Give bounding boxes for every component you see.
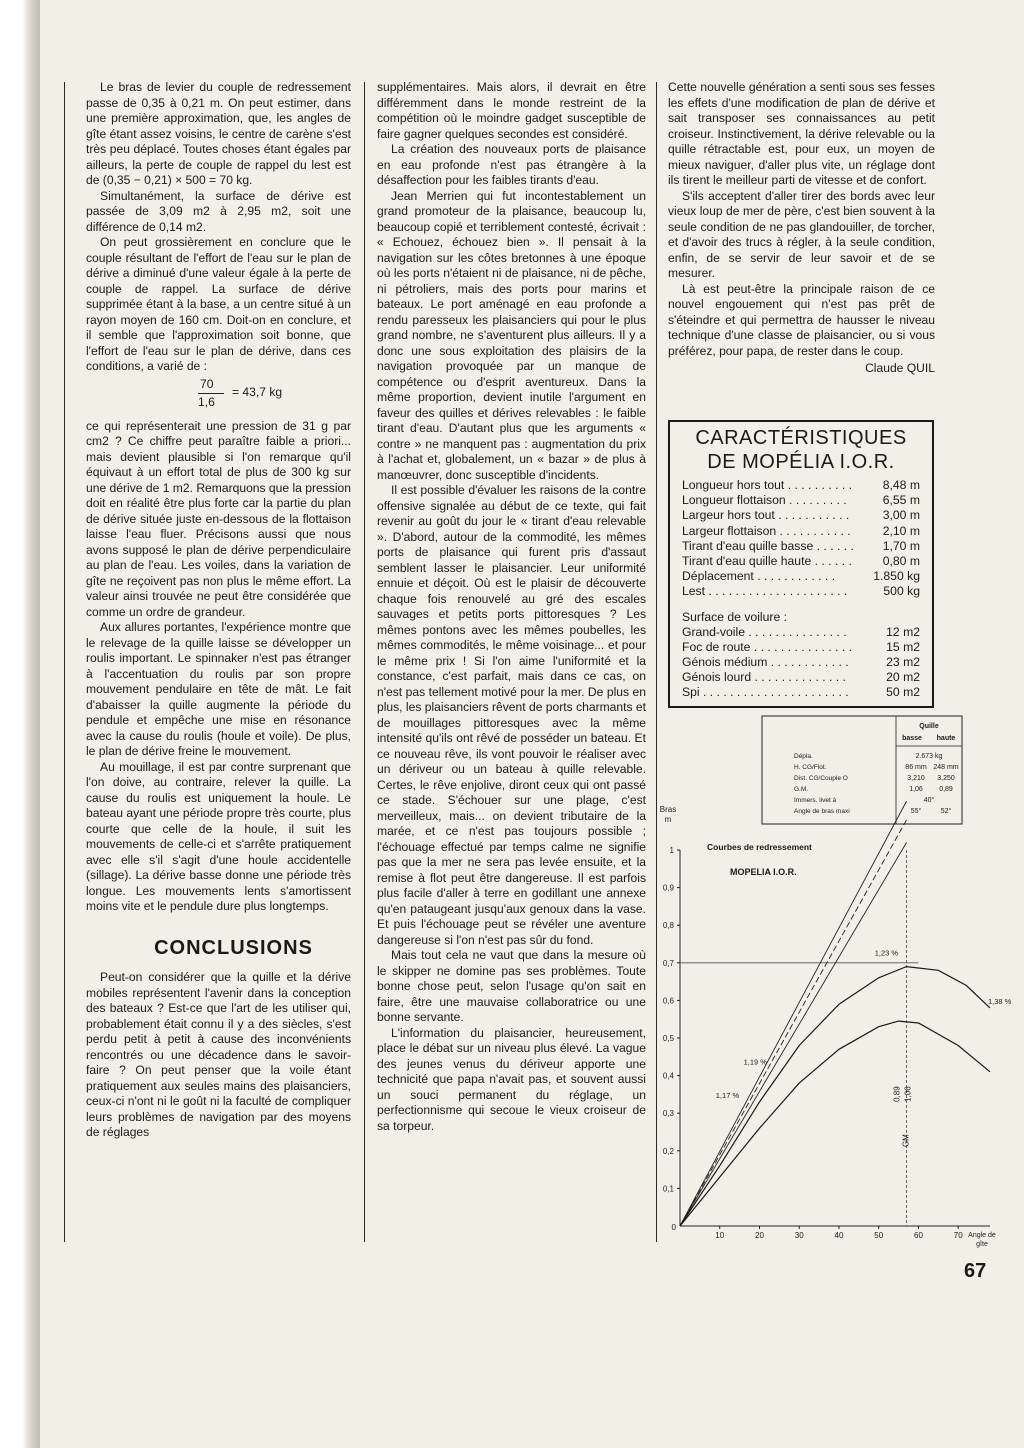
legend-table-col: basse	[902, 735, 922, 742]
x-tick-label: 10	[715, 1231, 725, 1240]
legend-table-label: Immers. livet à	[794, 797, 837, 804]
legend-table-label: H. CG/Flot.	[794, 764, 827, 771]
legend-table-label: Angle de bras maxi	[794, 808, 850, 815]
spec-row	[682, 539, 920, 554]
paragraph: Là est peut-être la principale raison de ce nouvel engouement qui n'est pas prêt de s'éteindre et qui permettra de hausser le niveau technique d'une classe de plaisancier, ou si vous préférez, pour papa, de rester dans le coup.	[668, 281, 935, 358]
formula-numerator: 70	[200, 376, 214, 391]
spec-row	[682, 640, 920, 655]
paragraph: S'ils acceptent d'aller tirer des bords avec leur vieux loup de mer de père, c'est bien souvent à la seule condition de ne pas glandouiller, de torcher, et d'avoir des trucs à régler, à la seule condition, enfin, de se servir de leur savoir et de se mesurer.	[668, 188, 935, 280]
page-number: 67	[964, 1260, 987, 1282]
specifications-table	[682, 478, 920, 600]
spec-row	[682, 569, 920, 584]
x-tick-label: 70	[953, 1231, 963, 1240]
spec-value: 2,10 m	[882, 523, 920, 538]
y-tick-label: 0	[671, 1223, 676, 1232]
legend-table-value: 2.673 kg	[915, 753, 943, 760]
spec-value: 15 m2	[886, 639, 920, 654]
legend-table-col: haute	[936, 735, 956, 742]
legend-table-value: 40°	[923, 797, 935, 804]
spec-value: 6,55 m	[882, 493, 920, 508]
column-rule-left	[64, 82, 65, 1242]
spec-row	[682, 584, 920, 599]
paragraph: L'information du plaisancier, heureusement, place le débat sur un niveau plus élevé. La vague des jeunes venus du dériveur apporte une technicité que papa n'avait pas, et souvent aussi un souci permanent du réglage, un perfectionnisme qui secoue le vieux croiseur de sa torpeur.	[377, 1025, 646, 1133]
x-tick-label: 20	[755, 1231, 764, 1240]
spec-value: 3,00 m	[882, 508, 920, 523]
formula-result: = 43,7 kg	[232, 384, 283, 399]
spec-value: 1,70 m	[882, 538, 920, 553]
chart-subtitle: MOPELIA I.O.R.	[730, 867, 797, 877]
spec-label: Longueur flottaison . . . . . . . . .	[682, 493, 847, 508]
x-tick-label: 40	[834, 1231, 844, 1240]
spec-value: 8,48 m	[882, 478, 920, 492]
y-tick-label: 0,1	[662, 1184, 674, 1194]
spec-label: Génois médium . . . . . . . . . . . .	[682, 655, 849, 670]
legend-table-value: 0,89	[939, 786, 953, 793]
specifications-title-line-1: CARACTÉRISTIQUES	[695, 427, 907, 449]
spec-value: 50 m2	[886, 685, 920, 700]
spec-row	[682, 670, 920, 685]
annotation-label: 1,38 %	[988, 997, 1012, 1007]
gm-label: GM	[901, 1134, 911, 1148]
x-tick-label: 50	[874, 1231, 884, 1240]
x-tick-label: 30	[794, 1231, 804, 1240]
column-rule-2	[656, 82, 657, 1242]
formula-denominator: 1,6	[198, 393, 224, 411]
y-tick-label: 0,3	[662, 1109, 674, 1119]
paragraph: Le bras de levier du couple de redressement passe de 0,35 à 0,21 m. On peut estimer, dans une première approximation, que, les angles de gîte étant assez voisins, le centre de carène s'est très peu déplacé. Toutes choses étant égales par ailleurs, la perte de couple de rappel du lest est de (0,35 − 0,21) × 500 = 70 kg.	[86, 80, 351, 187]
paragraph: ce qui représenterait une pression de 31 g par cm2 ? Ce chiffre peut paraître faible a priori... mais devient plausible si l'on remarque qu'il équivaut à un effort total de plus de 300 kg sur une dérive de 1 m2. Remarquons que la pression doit en réalité être plus forte car la partie du plan de dérive située juste en-dessous de la flottaison laisse l'eau fluer. Précisons aussi que nous avons supposé le plan de dérive perpendiculaire au plan de l'eau. Les voiles, dans la variation de gîte ne reçoivent pas non plus le même effort. La valeur ainsi trouvée ne peut être considérée que comme un ordre de grandeur.	[86, 418, 351, 619]
spec-row	[682, 493, 920, 508]
paragraph: Jean Merrien qui fut incontestablement un grand promoteur de la plaisance, beaucoup lu, beaucoup copié et terriblement contesté, écrivait : « Echouez, échouez bien ». Il pensait à la navigation sur les côtes bretonnes à une époque où les ports n'étaient ni de plaisance, ni de pêche, ni pétroliers, mais des ports pour marins et bateaux. Le port aménagé en eau profonde a rendu paresseux les plaisanciers qui pour le plus grand nombre, ne s'aventurent plus ailleurs. Il y a donc une sous exploitation des plaisirs de la navigation provoquée par un manque de compétence ou d'esprit aventureux. Dans la même proportion, devient inutile l'argument en faveur des quilles et dérives relevables : le faible tirant d'eau. D'autant plus que les arguments « contre » ne manquent pas : augmentation du prix à l'achat et, globalement, un « bazar » de plus à manœuvrer, donc susceptible d'incidents.	[377, 188, 646, 482]
legend-table-header: Quille	[919, 723, 939, 730]
spec-label: Génois lourd . . . . . . . . . . . . . .	[682, 670, 846, 685]
sail-area-table	[682, 625, 920, 701]
specifications-title-line-2: DE MOPÉLIA I.O.R.	[707, 451, 895, 473]
paragraph: Mais tout cela ne vaut que dans la mesure où le skipper ne domine pas ses problèmes. Toute bonne chose peut, selon l'usage qu'on sait en faire, être une mauvaise collaboratrice ou une bonne servante.	[377, 948, 646, 1024]
legend-table-value: 55°	[910, 808, 922, 815]
paragraph: supplémentaires. Mais alors, il devrait en être différemment dans le monde restreint de la compétition où le moindre gadget susceptible de faire gagner quelques secondes est considéré.	[377, 80, 646, 141]
spec-value: 23 m2	[886, 655, 920, 670]
spec-label: Largeur hors tout . . . . . . . . . . .	[682, 508, 850, 523]
x-axis-label: Angle de	[968, 1232, 996, 1239]
spec-label: Déplacement . . . . . . . . . . . .	[682, 569, 836, 584]
legend-table-border	[762, 716, 962, 824]
y-axis-label: Bras	[660, 805, 677, 814]
spec-row	[682, 655, 920, 670]
legend-table-label: G.M.	[794, 786, 809, 793]
spec-row	[682, 478, 920, 493]
x-axis-label-2: gîte	[976, 1241, 988, 1248]
spec-row	[682, 554, 920, 569]
paragraph: On peut grossièrement en conclure que le couple résultant de l'effort de l'eau sur le plan de dérive a diminué d'une valeur égale à la perte de couple de rappel. La surface de dérive supprimée étant à la base, a un centre situé à un rayon moyen de 160 cm. Doit-on en conclure, et il semble que l'approximation soit bonne, que l'effort de l'eau sur le plan de dérive, dans ces conditions, a varié de :	[86, 235, 351, 373]
spec-row	[682, 625, 920, 640]
legend-table-label: Dist. CG/Couple O	[794, 775, 848, 782]
y-tick-label: 0,4	[662, 1071, 674, 1081]
article-column-2	[377, 80, 646, 1134]
article-column-1	[86, 80, 351, 1141]
specifications-box	[668, 420, 934, 708]
y-tick-label: 0,7	[662, 958, 674, 968]
paragraph: Aux allures portantes, l'expérience montre que le relevage de la quille laisse se développer un roulis important. Le spinnaker n'est pas étranger à l'accentuation du roulis par son propre mouvement pendulaire en tête de mât. Le fait d'abaisser la quille augmente la période du pendule et empêche une mise en résonance avec la cause du roulis (houle et voile). De plus, le plan de dérive freine le mouvement.	[86, 620, 351, 758]
paragraph: Il est possible d'évaluer les raisons de la contre offensive signalée au début de ce texte, qui fait revenir au goût du jour le « tirant d'eau relevable ». D'abord, autour de la commodité, les mêmes ports de plaisance qui furent pris d'assaut semblent lasser le plaisancier. Leur uniformité ennuie et déçoit. Où est le plaisir de découverte chaque fois renouvelé au gré des escales sauvages et petits ports pittoresques ? Les mêmes pontons avec les mêmes poubelles, les mêmes commodités, le même voisinage... et pour le même prix ! Si l'on aime l'uniformité et la constance, c'est parfait, mais dans ce cas, on n'est pas tellement motivé pour la mer. De plus en plus, les plaisanciers rêvent de ports charmants et de mouillages pittoresques avec la même intensité qu'ils ont rêvé de posséder un bateau. Et ce nouveau rêve, ils vont pouvoir le réaliser avec un dériveur ou un bateau à quille relevable. Certes, le rêve enjolive, diront ceux qui ont passé ce stade. S'échouer sur une plage, c'est merveilleux, mais... on devient tributaire de la marée, et ce n'est pas toujours possible ; l'échouage effectué par temps calme ne signifie pas que la mer ne sera pas levée ensuite, et la remise à flot peut être dangereuse. Il est parfois plus facile d'aller à terre en godillant une annexe qu'en pataugeant jusqu'aux genoux dans la vase. Et puis l'échouage peut se révéler une aventure dangereuse si l'on n'est pas sûr du fond.	[377, 483, 646, 947]
paragraph: Peut-on considérer que la quille et la dérive mobiles représentent l'avenir dans la conception des bateaux ? Est-ce que l'art de les utiliser qui, probablement était connu il y a des siècles, s'est perdu petit à petit à cause des inconvénients rencontrés ou une décadence dans le savoir-faire ? On peut penser que la voile étant pratiquement aux seules mains des plaisanciers, ceux-ci n'ont ni le goût ni la faculté de compliquer leurs problèmes de navigation par des moyens de réglages	[86, 970, 351, 1139]
article-column-3	[668, 80, 935, 377]
y-tick-label: 0,6	[662, 996, 674, 1006]
gm-value: 1,06	[903, 1086, 913, 1102]
chart-title: Courbes de redressement	[707, 842, 812, 852]
legend-table-value: 1,06	[909, 786, 923, 793]
paragraph: Simultanément, la surface de dérive est passée de 3,09 m2 à 2,95 m2, soit une différence de 0,14 m2.	[86, 188, 351, 234]
spec-value: 500 kg	[883, 584, 920, 599]
legend-table-value: 248 mm	[933, 764, 959, 771]
legend-table-value: 3,210	[907, 775, 925, 782]
spec-label: Tirant d'eau quille haute . . . . . .	[682, 554, 852, 569]
y-tick-label: 1	[669, 846, 674, 855]
annotation-label: 1,23 %	[874, 948, 899, 958]
spec-row	[682, 685, 920, 700]
spec-label: Spi . . . . . . . . . . . . . . . . . . . . . .	[682, 685, 849, 700]
spec-label: Grand-voile . . . . . . . . . . . . . . .	[682, 624, 847, 639]
spec-value: 20 m2	[886, 670, 920, 685]
series-line	[680, 1021, 990, 1226]
legend-table-value: 52°	[940, 808, 952, 815]
paragraph: La création des nouveaux ports de plaisance en eau profonde n'est pas étrangère à la désaffection pour les faibles tirants d'eau.	[377, 142, 646, 187]
spec-label: Foc de route . . . . . . . . . . . . . . .	[682, 639, 853, 654]
spec-row	[682, 524, 920, 539]
sail-area-heading: Surface de voilure :	[682, 609, 788, 624]
gm-value: 0,89	[892, 1086, 902, 1102]
spec-label: Lest . . . . . . . . . . . . . . . . . . . . .	[682, 584, 848, 599]
spec-label: Longueur hors tout . . . . . . . . . .	[682, 478, 853, 492]
legend-table-label: Dépla.	[794, 753, 813, 760]
spec-label: Tirant d'eau quille basse . . . . . .	[682, 538, 854, 553]
legend-table-value: 3,250	[937, 775, 955, 782]
tangent-line	[680, 820, 907, 1226]
legend-table-value: 86 mm	[905, 764, 927, 771]
page-spine-shadow	[0, 0, 40, 1448]
paragraph: Cette nouvelle génération a senti sous ses fesses les effets d'une modification de plan de dérive et sait transposer ses connaissances au petit croiseur. Instinctivement, la dérive relevable ou la quille rétractable est, pour eux, un moyen de mieux naviguer, d'aller plus vite, un réglage dont ils tirent le meilleur parti de vitesse et de confort.	[668, 80, 935, 187]
spec-row	[682, 508, 920, 523]
spec-value: 12 m2	[886, 624, 920, 639]
annotation-label: 1,19 %	[743, 1057, 767, 1067]
spec-value: 1.850 kg	[873, 569, 920, 584]
section-heading-conclusions: CONCLUSIONS	[154, 936, 313, 959]
y-axis-label-unit: m	[664, 815, 672, 824]
righting-moment-chart	[660, 712, 1015, 1257]
x-tick-label: 60	[914, 1231, 923, 1240]
column-rule-1	[364, 82, 365, 1242]
y-tick-label: 0,8	[662, 921, 674, 931]
y-tick-label: 0,9	[662, 883, 674, 893]
author-signature: Claude QUIL	[865, 361, 935, 375]
specifications-title	[682, 426, 920, 474]
spec-label: Largeur flottaison . . . . . . . . . . .	[682, 523, 851, 538]
tangent-line	[680, 801, 907, 1226]
tangent-line	[680, 842, 907, 1226]
y-tick-label: 0,5	[662, 1034, 674, 1043]
formula	[86, 377, 351, 417]
annotation-label: 1,17 %	[715, 1091, 740, 1101]
y-tick-label: 0,2	[662, 1146, 674, 1156]
spec-value: 0,80 m	[882, 554, 920, 569]
paragraph: Au mouillage, il est par contre surprenant que l'on doive, au contraire, relever la quille. La cause du roulis est uniquement la houle. Le bateau ayant une période propre très courte, plus courte que celle de la houle, il suit les mouvements de celle-ci et s'arrête pratiquement avec elle s'il s'agit d'une houle accidentelle (sillage). La dérive basse donne une période très longue. Les mouvements lents s'amortissent moins vite et le pendule dure plus longtemps.	[86, 759, 351, 913]
